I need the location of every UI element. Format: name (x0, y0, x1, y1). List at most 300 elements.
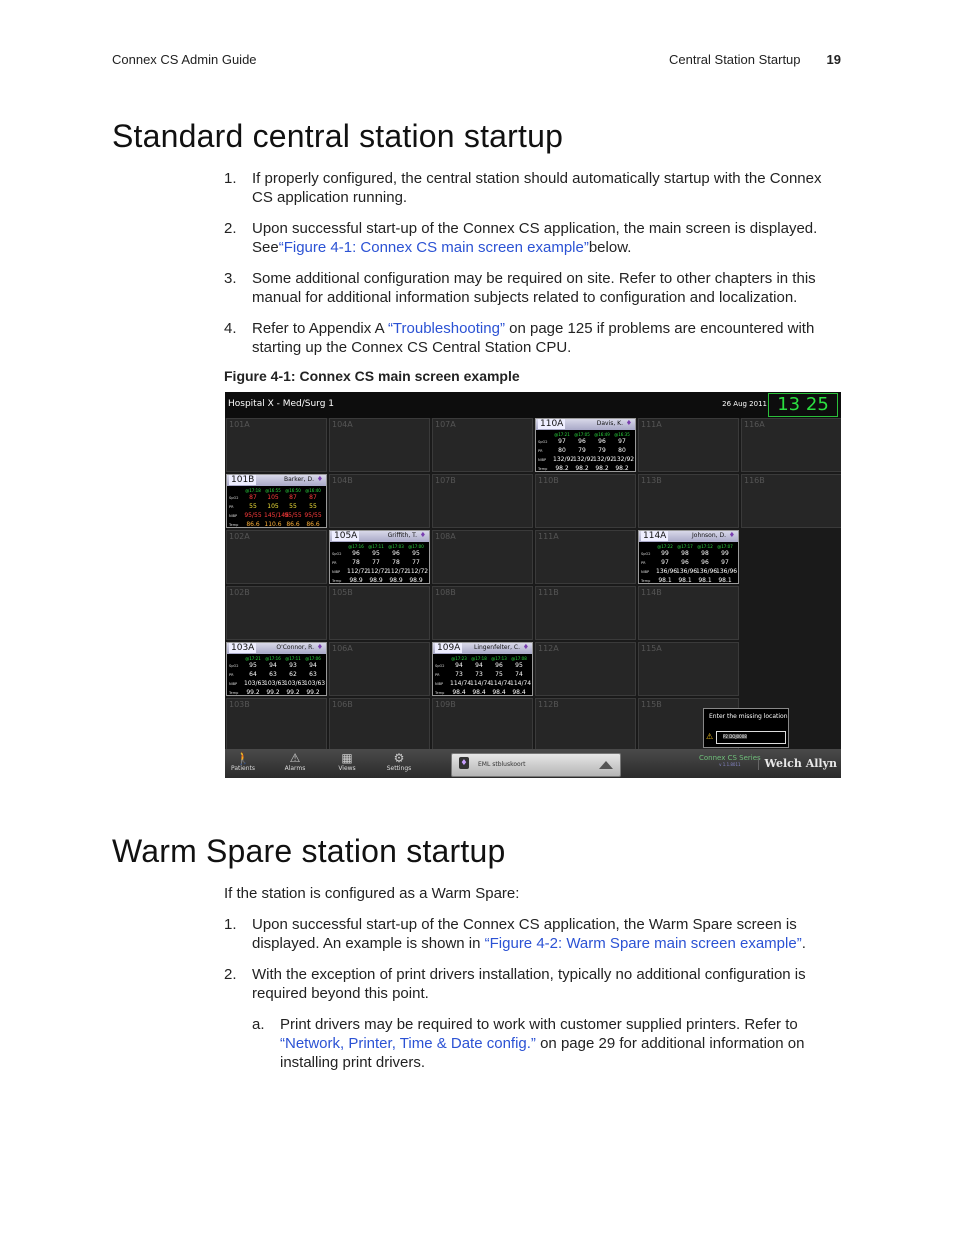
empty-bed-tile[interactable] (329, 642, 430, 696)
vitals-row-pr (227, 503, 326, 511)
patient-name: Davis, K. (596, 420, 623, 427)
patient-status-icon: ♦ (419, 531, 426, 539)
bed-label: 113B (641, 476, 662, 485)
bed-label: 109B (435, 700, 456, 709)
patient-tile-header (639, 531, 738, 542)
network-printer-config-link[interactable]: “Network, Printer, Time & Date config.” (280, 1035, 536, 1052)
bed-label: 110A (540, 419, 564, 429)
vital-value: 96 (701, 559, 709, 566)
screen-topbar (225, 392, 841, 418)
vital-value: 87 (309, 494, 317, 501)
vitals-row-pr (536, 447, 635, 455)
expand-up-icon[interactable] (599, 761, 613, 769)
empty-bed-tile[interactable] (535, 642, 636, 696)
missing-location-popup (703, 708, 789, 748)
vital-value: 98.4 (472, 689, 486, 696)
patient-tile-header (227, 643, 326, 654)
bed-label: 103A (231, 643, 255, 653)
bed-label: 116B (744, 476, 765, 485)
vital-label: Temp (641, 579, 651, 583)
vitals-row-temp (639, 577, 738, 585)
vital-time: @16:50 (285, 488, 301, 493)
figure-4-2-link[interactable]: “Figure 4-2: Warm Spare main screen example” (484, 935, 802, 952)
vitals-row-temp (536, 465, 635, 473)
vitals-row-nibp (227, 680, 326, 688)
warning-icon: ⚠ (706, 732, 714, 741)
bed-label: 114A (643, 531, 667, 541)
vitals-row-temp (433, 689, 532, 697)
empty-bed-tile[interactable] (535, 530, 636, 584)
vital-value: 98 (701, 550, 709, 557)
vital-value: 97 (618, 438, 626, 445)
vital-value: 114/74 (490, 680, 512, 687)
bed-label: 102A (229, 532, 250, 541)
figure-4-1-link[interactable]: “Figure 4-1: Connex CS main screen example” (278, 239, 589, 256)
vital-value: 96 (352, 550, 360, 557)
vitals-row-pr (639, 559, 738, 567)
patient-tile[interactable] (226, 642, 327, 696)
vital-label: Temp (229, 691, 239, 695)
vital-label: SpO2 (229, 496, 239, 500)
vital-value: 114/74 (450, 680, 472, 687)
vital-value: 112/72 (387, 568, 409, 575)
patient-name: Barker, D. (283, 476, 314, 483)
vital-value: 94 (475, 662, 483, 669)
vitals-times-row (536, 430, 635, 438)
vital-label: Temp (435, 691, 445, 695)
empty-bed-tile[interactable] (329, 586, 430, 640)
vitals-row-spo2 (536, 438, 635, 446)
vitals-block (433, 654, 532, 695)
vital-value: 98.1 (698, 577, 712, 584)
patient-name: Griffith, T. (387, 532, 417, 539)
vitals-row-temp (227, 689, 326, 697)
empty-bed-tile[interactable] (432, 586, 533, 640)
vital-value: 94 (455, 662, 463, 669)
vital-value: 63 (269, 671, 277, 678)
vital-value: 98.1 (718, 577, 732, 584)
vital-time: @16:35 (614, 432, 630, 437)
empty-bed-tile[interactable] (432, 698, 533, 752)
patient-tile-header (227, 475, 326, 486)
vital-value: 112/72 (407, 568, 429, 575)
patient-status-icon: ♦ (522, 643, 529, 651)
vital-value: 55 (249, 503, 257, 510)
vital-value: 103/63 (244, 680, 266, 687)
bed-label: 112B (538, 700, 559, 709)
vital-value: 110.6 (264, 521, 282, 528)
vital-value: 87 (289, 494, 297, 501)
bed-grid (226, 418, 840, 749)
vital-time: @17:11 (368, 544, 384, 549)
vital-label: NIBP (538, 458, 547, 462)
vital-time: @17:08 (511, 656, 527, 661)
vitals-row-pr (433, 671, 532, 679)
vital-value: 99.2 (246, 689, 260, 696)
bed-label: 106A (332, 644, 353, 653)
vital-time: @17:03 (388, 544, 404, 549)
vital-value: 94 (269, 662, 277, 669)
vital-value: 96 (495, 662, 503, 669)
vital-time: @17:21 (554, 432, 570, 437)
warm-step-2a: a. Print drivers may be required to work with customer supplied printers. Refer to “Network, Printer, Time & Date config.” on page 29 for additional information on installing print drivers. (252, 1016, 805, 1071)
bed-label: 104A (332, 420, 353, 429)
vital-value: 98.4 (492, 689, 506, 696)
vital-value: 97 (558, 438, 566, 445)
warm-step-1: 1. Upon successful start-up of the Connex CS application, the Warm Spare screen is displayed. An example is shown in “Figure 4-2: Warm Spare main screen example”. (224, 916, 806, 952)
vitals-row-nibp (330, 568, 429, 576)
empty-bed-tile[interactable] (638, 474, 739, 528)
vital-value: 132/92 (553, 456, 575, 463)
unit-title: Hospital X - Med/Surg 1 (228, 399, 335, 409)
vital-time: @17:18 (471, 656, 487, 661)
patient-status-icon: ♦ (625, 419, 632, 427)
empty-bed-tile[interactable] (741, 474, 841, 528)
vital-value: 99.2 (266, 689, 280, 696)
nav-views-button[interactable]: ▦ Views (329, 751, 365, 772)
empty-bed-tile[interactable] (329, 474, 430, 528)
warm-step-2: 2. With the exception of print drivers installation, typically no additional configuration is required beyond this point. (224, 966, 806, 1002)
vital-value: 97 (721, 559, 729, 566)
bed-label: 115B (641, 700, 662, 709)
vital-value: 98.1 (678, 577, 692, 584)
bed-label: 104B (332, 476, 353, 485)
bed-label: 107B (435, 476, 456, 485)
bed-label: 101A (229, 420, 250, 429)
vital-value: 99 (661, 550, 669, 557)
vital-value: 105 (267, 494, 279, 501)
vital-value: 86.6 (246, 521, 260, 528)
warm-spare-steps-list (224, 884, 844, 1072)
vitals-times-row (330, 542, 429, 550)
vital-time: @16:49 (594, 432, 610, 437)
vital-time: @17:17 (677, 544, 693, 549)
popup-title: Enter the missing location (709, 713, 788, 720)
vitals-row-temp (330, 577, 429, 585)
connex-main-screen (225, 392, 841, 778)
product-brand: Connex CS Series v 1.1.8011 (699, 754, 761, 767)
vital-label: Temp (332, 579, 342, 583)
location-input[interactable]: P2 DOJ0008 (716, 731, 786, 744)
vital-value: 96 (392, 550, 400, 557)
patient-status-icon: ♦ (728, 531, 735, 539)
vitals-block (227, 654, 326, 695)
alarm-text: EML stbluskoort (478, 761, 526, 768)
vital-label: SpO2 (641, 552, 651, 556)
empty-bed-tile[interactable] (638, 642, 739, 696)
empty-bed-tile[interactable] (535, 586, 636, 640)
bed-label: 101B (231, 475, 255, 485)
vitals-times-row (227, 486, 326, 494)
vital-label: NIBP (229, 514, 238, 518)
vital-time: @17:18 (245, 488, 261, 493)
patient-status-icon: ♦ (316, 643, 323, 651)
vital-time: @17:21 (245, 656, 261, 661)
vital-time: @17:11 (285, 656, 301, 661)
vitals-block (639, 542, 738, 583)
vital-value: 63 (309, 671, 317, 678)
vital-time: @17:07 (717, 544, 733, 549)
bed-label: 110B (538, 476, 559, 485)
running-header-left: Connex CS Admin Guide (112, 52, 257, 67)
bed-label: 105A (334, 531, 358, 541)
vital-label: Temp (538, 467, 548, 471)
warm-spare-intro: If the station is configured as a Warm Spare: (224, 885, 520, 902)
patient-tile[interactable] (535, 418, 636, 472)
patients-icon: 🚶 (235, 751, 251, 765)
patient-tile[interactable] (329, 530, 430, 584)
step-4: 4. Refer to Appendix A “Troubleshooting” on page 125 if problems are encountered with starting up the Connex CS Central Station CPU. (224, 320, 815, 356)
patient-tile[interactable] (226, 474, 327, 528)
vitals-row-nibp (227, 512, 326, 520)
vital-value: 79 (598, 447, 606, 454)
vital-value: 77 (372, 559, 380, 566)
empty-bed-tile[interactable] (226, 698, 327, 752)
vital-value: 132/92 (573, 456, 595, 463)
vital-value: 98.2 (595, 465, 609, 472)
vital-value: 98.2 (615, 465, 629, 472)
bed-label: 108B (435, 588, 456, 597)
patient-tile[interactable] (638, 530, 739, 584)
step-3: 3. Some additional configuration may be required on site. Refer to other chapters in this manual for additional information subjects related to configuration and localization. (224, 270, 816, 306)
vital-value: 98.4 (452, 689, 466, 696)
vital-label: NIBP (229, 682, 238, 686)
patient-name: Johnson, D. (692, 532, 726, 539)
bed-label: 112A (538, 644, 559, 653)
vital-value: 98.9 (389, 577, 403, 584)
bed-label: 111A (641, 420, 662, 429)
vital-value: 98 (681, 550, 689, 557)
vital-time: @16:40 (305, 488, 321, 493)
figure-caption: Figure 4-1: Connex CS main screen example (224, 368, 520, 384)
bed-label: 103B (229, 700, 250, 709)
vital-value: 103/63 (284, 680, 306, 687)
vital-time: @17:06 (305, 656, 321, 661)
vitals-row-temp (227, 521, 326, 529)
vital-label: SpO2 (229, 664, 239, 668)
vital-value: 80 (558, 447, 566, 454)
vitals-row-pr (330, 559, 429, 567)
bed-label: 107A (435, 420, 456, 429)
vital-value: 98.1 (658, 577, 672, 584)
vitals-times-row (227, 654, 326, 662)
vital-value: 86.6 (286, 521, 300, 528)
bed-label: 102B (229, 588, 250, 597)
empty-bed-tile[interactable] (432, 418, 533, 472)
vital-value: 99.2 (306, 689, 320, 696)
empty-bed-tile[interactable] (741, 418, 841, 472)
vital-value: 98.9 (349, 577, 363, 584)
vital-value: 114/74 (510, 680, 532, 687)
vital-value: 95/55 (284, 512, 302, 519)
troubleshooting-link[interactable]: “Troubleshooting” (387, 320, 505, 337)
vitals-block (330, 542, 429, 583)
vital-value: 98.2 (555, 465, 569, 472)
vital-label: Temp (229, 523, 239, 527)
vital-time: @17:16 (265, 656, 281, 661)
vital-label: SpO2 (332, 552, 342, 556)
empty-bed-tile[interactable] (638, 418, 739, 472)
vital-value: 77 (412, 559, 420, 566)
vitals-block (536, 430, 635, 471)
patient-name: Lingenfelter, C. (473, 644, 520, 651)
patient-tile-header (536, 419, 635, 430)
empty-bed-tile[interactable] (535, 474, 636, 528)
vital-time: @17:12 (697, 544, 713, 549)
vital-value: 136/96 (676, 568, 698, 575)
nav-settings-button[interactable]: ⚙ Settings (381, 751, 417, 772)
vital-value: 55 (289, 503, 297, 510)
vital-value: 105 (267, 503, 279, 510)
nav-alarms-button[interactable]: ⚠ Alarms (277, 751, 313, 772)
vital-label: PR (538, 449, 543, 453)
empty-bed-tile[interactable] (329, 418, 430, 472)
patient-tile[interactable] (432, 642, 533, 696)
vital-value: 98.9 (369, 577, 383, 584)
vital-value: 98.9 (409, 577, 423, 584)
vital-value: 86.6 (306, 521, 320, 528)
vitals-block (227, 486, 326, 527)
bed-label: 105B (332, 588, 353, 597)
vital-label: PR (229, 505, 234, 509)
vitals-row-spo2 (330, 550, 429, 558)
vital-value: 93 (289, 662, 297, 669)
vital-value: 75 (495, 671, 503, 678)
patient-alarm-icon: ♦ (460, 758, 468, 767)
vitals-row-spo2 (639, 550, 738, 558)
vital-label: NIBP (641, 570, 650, 574)
vital-label: PR (641, 561, 646, 565)
alarm-banner[interactable] (451, 753, 621, 777)
vital-value: 112/72 (367, 568, 389, 575)
vital-value: 95 (249, 662, 257, 669)
vital-label: PR (435, 673, 440, 677)
nav-patients-button[interactable]: 🚶 Patients (225, 751, 261, 772)
vital-value: 95 (372, 550, 380, 557)
vital-value: 132/92 (593, 456, 615, 463)
standard-steps-list (224, 169, 844, 369)
vitals-row-nibp (639, 568, 738, 576)
vitals-row-nibp (536, 456, 635, 464)
vital-value: 95 (515, 662, 523, 669)
vital-value: 98.2 (575, 465, 589, 472)
vitals-row-pr (227, 671, 326, 679)
vital-value: 99.2 (286, 689, 300, 696)
vital-value: 98.4 (512, 689, 526, 696)
vitals-row-spo2 (227, 494, 326, 502)
vital-value: 62 (289, 671, 297, 678)
vital-value: 145/145 (264, 512, 289, 519)
bed-label: 106B (332, 700, 353, 709)
bed-label: 109A (437, 643, 461, 653)
step-2: 2. Upon successful start-up of the Connex CS application, the main screen is displayed. See“Figure 4-1: Connex CS main screen example”below. (224, 220, 818, 256)
patient-tile-header (330, 531, 429, 542)
vital-value: 78 (352, 559, 360, 566)
bed-label: 116A (744, 420, 765, 429)
vital-time: @17:05 (574, 432, 590, 437)
vital-value: 87 (249, 494, 257, 501)
bed-label: 114B (641, 588, 662, 597)
vitals-row-nibp (433, 680, 532, 688)
vital-time: @17:23 (451, 656, 467, 661)
vital-label: PR (229, 673, 234, 677)
vital-time: @17:00 (408, 544, 424, 549)
vital-value: 103/63 (304, 680, 326, 687)
empty-bed-tile[interactable] (226, 586, 327, 640)
section-title-standard: Standard central station startup (112, 118, 564, 154)
vitals-times-row (433, 654, 532, 662)
screen-clock: 13 25 (768, 393, 838, 417)
bed-label: 111B (538, 588, 559, 597)
vital-value: 103/63 (264, 680, 286, 687)
views-icon: ▦ (341, 751, 353, 765)
vital-value: 78 (392, 559, 400, 566)
vital-value: 95 (412, 550, 420, 557)
vital-time: @17:16 (348, 544, 364, 549)
bed-label: 108A (435, 532, 456, 541)
empty-bed-tile[interactable] (432, 530, 533, 584)
vitals-row-spo2 (227, 662, 326, 670)
vital-value: 95/55 (304, 512, 322, 519)
vital-value: 114/74 (470, 680, 492, 687)
empty-bed-tile[interactable] (638, 586, 739, 640)
empty-bed-tile[interactable] (329, 698, 430, 752)
vital-value: 80 (618, 447, 626, 454)
vital-value: 79 (578, 447, 586, 454)
vitals-row-spo2 (433, 662, 532, 670)
vital-time: @16:55 (265, 488, 281, 493)
vital-label: SpO2 (538, 440, 548, 444)
vital-value: 97 (661, 559, 669, 566)
vitals-times-row (639, 542, 738, 550)
empty-bed-tile[interactable] (226, 418, 327, 472)
vital-value: 96 (681, 559, 689, 566)
screen-bottombar (225, 749, 841, 778)
empty-bed-tile[interactable] (535, 698, 636, 752)
vital-value: 95/55 (244, 512, 262, 519)
page-number: 19 (826, 52, 841, 67)
vital-value: 74 (515, 671, 523, 678)
bed-label: 115A (641, 644, 662, 653)
section-title-warm-spare: Warm Spare station startup (112, 833, 506, 869)
patient-tile-header (433, 643, 532, 654)
vital-time: @17:13 (491, 656, 507, 661)
step-1: 1. If properly configured, the central station should automatically startup with the Connex CS application running. (224, 170, 822, 206)
vital-value: 112/72 (347, 568, 369, 575)
vital-label: NIBP (435, 682, 444, 686)
vital-value: 132/92 (613, 456, 635, 463)
patient-name: O'Connor, R. (276, 644, 314, 651)
vital-value: 73 (475, 671, 483, 678)
alarms-icon: ⚠ (289, 751, 301, 765)
settings-icon: ⚙ (393, 751, 405, 765)
vital-value: 96 (578, 438, 586, 445)
empty-bed-tile[interactable] (432, 474, 533, 528)
vital-value: 55 (309, 503, 317, 510)
vital-value: 99 (721, 550, 729, 557)
vital-label: NIBP (332, 570, 341, 574)
vital-time: @17:22 (657, 544, 673, 549)
welch-allyn-logo: Welch Allyn (758, 757, 837, 770)
patient-status-icon: ♦ (316, 475, 323, 483)
vital-value: 96 (598, 438, 606, 445)
vital-value: 136/96 (696, 568, 718, 575)
empty-bed-tile[interactable] (226, 530, 327, 584)
header-chapter: Central Station Startup (669, 52, 801, 67)
vital-value: 73 (455, 671, 463, 678)
vital-value: 64 (249, 671, 257, 678)
running-header-right (669, 52, 841, 67)
